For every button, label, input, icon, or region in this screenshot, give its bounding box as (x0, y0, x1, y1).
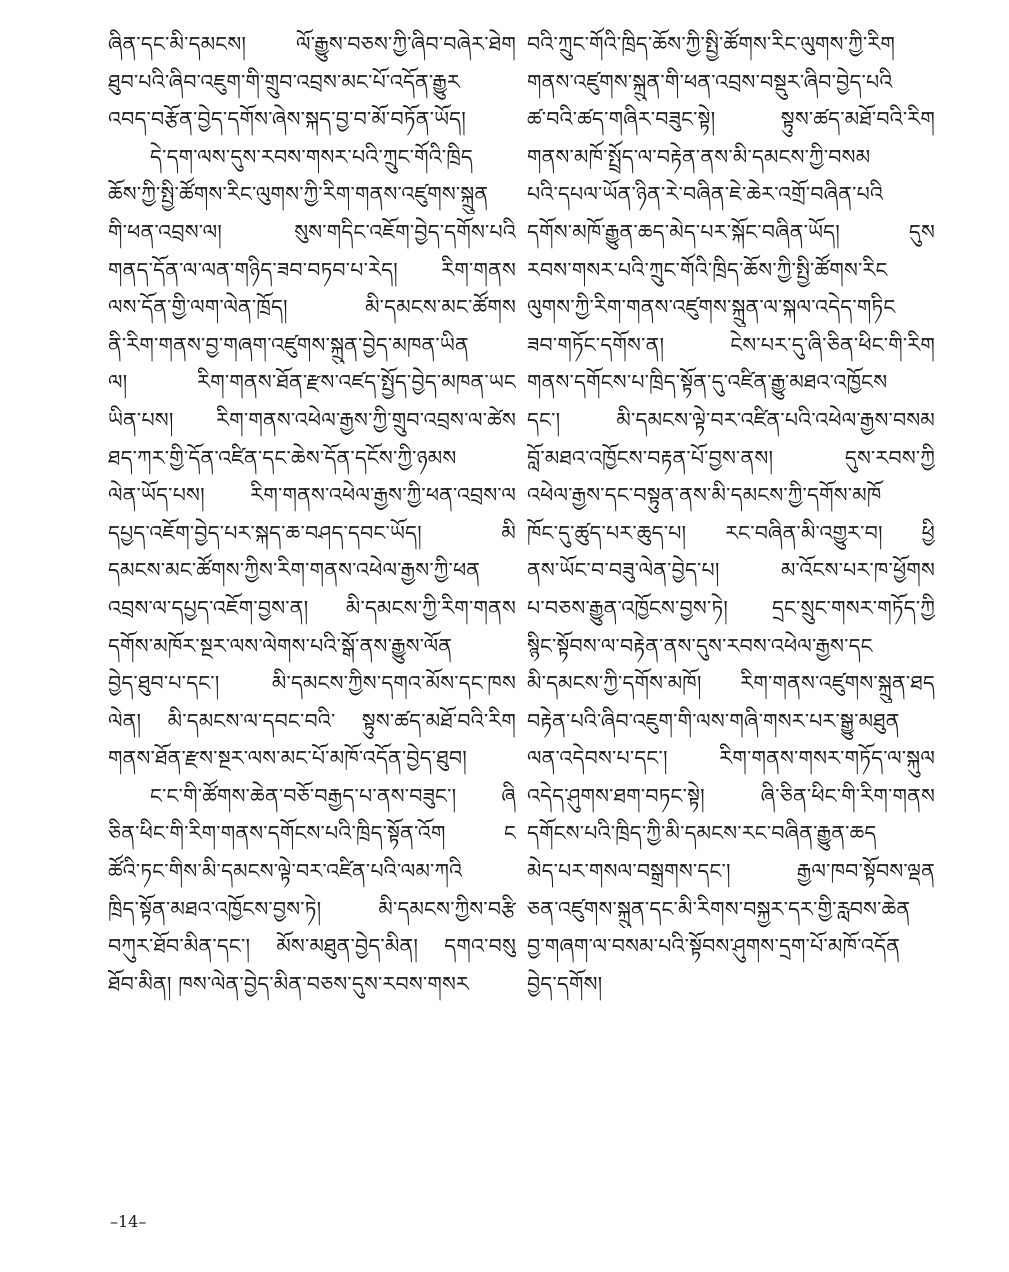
text-line: དགོངས་པའི་ཁྲིད་ཀྱི་མི་དམངས་རང་བཞིན་རྒྱུན་ཆད (527, 821, 877, 846)
text-line: དཔྱད་འཇོག་བྱེད་པར་སྐད་ཆ་བཤད་དབང་ཡོད། མི (108, 520, 516, 545)
text-line: བྱེད་ཐུབ་པ་དང་། མི་དམངས་ཀྱིས་དགའ་མོས་དང་ཁས (108, 671, 516, 696)
text-line: གནས་དགོངས་པ་ཁྲིད་སྟོན་དུ་འཛིན་རྒྱུ་མཐའ་འཁྱོངས (527, 370, 888, 395)
text-line: དགོས་མཁོར་སྔར་ལས་ལེགས་པའི་སྒོ་ནས་རྒྱུས་ལོན (108, 633, 453, 658)
text-line: མེད་པར་གསལ་བསྒྲགས་དང་། རྒྱལ་ཁབ་སྟོབས་ལྡན (527, 859, 935, 884)
text-line: གནད་དོན་ལ་ལན་གཉིད་ཟབ་བཏབ་པ་རེད། རིག་གནས (108, 257, 516, 282)
text-line: ཡིན་པས། རིག་གནས་འཕེལ་རྒྱས་ཀྱི་གྲུབ་འབྲས་ལ་ཚེས (108, 407, 516, 432)
text-line: རབས་གསར་པའི་ཀྲུང་གོའི་ཁྲིད་ཆོས་ཀྱི་སྤྱི་ཚོགས་རིང (527, 257, 888, 282)
text-line: བྱ་གཞག་ལ་བསམ་པའི་སྟོབས་ཤུགས་དྲག་པོ་མཁོ་འདོན (527, 934, 901, 959)
text-line: ཅན་འཛུགས་སྐྲུན་དང་མི་རིགས་བསྐྱར་དར་གྱི་རླབས་ཆེན (527, 896, 911, 921)
text-line: ནས་ཡོང་བ་བཟུ་ལེན་བྱེད་པ། མ་འོངས་པར་ཁ་ཕྱོགས (527, 558, 935, 583)
text-line: ཞིན་དང་མི་དམངས། ལོ་རྒྱུས་བཅས་ཀྱི་ཞིབ་བཞེར་ཐེག (108, 32, 516, 56)
text-line: ཐད་ཀར་གྱི་དོན་འཛིན་དང་ཆེས་དོན་དངོས་ཀྱི་ཉམས (108, 445, 457, 470)
text-line: པ་བཅས་རྒྱུན་འཁྱོངས་བྱས་ཏེ། དྲང་སྲུང་གསར་གཏོད་ཀྱི (527, 595, 935, 620)
text-line: འདེད་ཤུགས་ཐག་བཏང་སྟེ། ཞི་ཅིན་ཕིང་གི་རིག་གནས (527, 783, 935, 808)
right-text-column (527, 26, 935, 1003)
text-line: དམངས་མང་ཚོགས་ཀྱིས་རིག་གནས་འཕེལ་རྒྱས་ཀྱི་ཕན (108, 558, 481, 583)
text-line: བྱེད་དགོས། (527, 971, 603, 996)
text-line: ནི་རིག་གནས་བྱ་གཞག་འཛུགས་སྐྲུན་བྱེད་མཁན་ཡིན (108, 332, 469, 357)
left-text-column (108, 26, 516, 1003)
text-line: ལེན། མི་དམངས་ལ་དབང་བའི་ སྟུས་ཚད་མཐོ་བའི་རིག (108, 708, 516, 733)
text-line: ཁྲིད་སྟོན་མཐའ་འཁྱོངས་བྱས་ཏེ། མི་དམངས་ཀྱིས་བརྩི (108, 896, 516, 921)
text-line: ཁོང་དུ་ཚུད་པར་ཆུད་པ། རང་བཞིན་མི་འགྱུར་བ། ཕྱི (527, 520, 935, 545)
text-line: བའི་ཀྲུང་གོའི་ཁྲིད་ཆོས་ཀྱི་སྤྱི་ཚོགས་རིང་ལུགས་ཀྱི་རིག (527, 32, 895, 56)
text-line: ལེན་ཡོད་པས། རིག་གནས་འཕེལ་རྒྱས་ཀྱི་ཕན་འབྲས་ལ (108, 483, 516, 508)
text-line: ཅིན་ཕིང་གི་རིག་གནས་དགོངས་པའི་ཁྲིད་སྟོན་འོག ང (108, 821, 516, 846)
text-line: གི་ཕན་འབྲས་ལ། སུས་གདིང་འཇོག་བྱེད་དགོས་པའི (108, 219, 516, 244)
text-line: གནས་འཛུགས་སྐྲུན་གི་ཕན་འབྲས་བསྡུར་ཞིབ་བྱེད་པའི (527, 69, 893, 94)
text-line: ཐོབ་མིན། ཁས་ལེན་བྱེད་མིན་བཅས་དུས་རབས་གསར (108, 971, 470, 996)
text-line: ལས་དོན་གྱི་ལག་ལེན་ཁྲོད། མི་དམངས་མང་ཚོགས (108, 295, 516, 320)
text-line: འབྲས་ལ་དཔྱད་འཇོག་བྱས་ན། མི་དམངས་ཀྱི་རིག་གནས (108, 595, 516, 620)
text-line: ལན་འདེབས་པ་དང་། རིག་གནས་གསར་གཏོད་ལ་སྐུལ (527, 746, 935, 771)
text-line: བརྟེན་པའི་ཞིབ་འཇུག་གི་ལས་གཞི་གསར་པར་སྒྱུ་མཐུན (527, 708, 900, 733)
text-line: ཆོས་ཀྱི་སྤྱི་ཚོགས་རིང་ལུགས་ཀྱི་རིག་གནས་འཛུགས་སྐྲུན (108, 182, 489, 207)
text-line: དགོས་མཁོ་རྒྱུན་ཆད་མེད་པར་སྐོང་བཞིན་ཡོད། དུས (527, 219, 935, 244)
text-line: བློ་མཐའ་འཁྱོངས་བརྟན་པོ་བྱས་ནས། དུས་རབས་ཀྱི (527, 445, 935, 470)
text-line: འབད་བརྩོན་བྱེད་དགོས་ཞེས་སྐད་བྱ་བ་མོ་བཏོན་ཡོད། (108, 107, 466, 132)
text-line: ལ། རིག་གནས་ཐོན་རྫས་འཛད་སྤྱོད་བྱེད་མཁན་ཡང (108, 370, 516, 395)
text-line: ཟབ་གཏོང་དགོས་ན། ངེས་པར་དུ་ཞི་ཅིན་ཕིང་གི་རིག (527, 332, 935, 357)
text-line: མི་དམངས་ཀྱི་དགོས་མཁོ། རིག་གནས་འཛུགས་སྐྲུན་ཐད (527, 671, 935, 696)
text-line: གནས་ཐོན་རྫས་སྔར་ལས་མང་པོ་མཁོ་འདོན་བྱེད་ཐུབ། (108, 746, 467, 771)
text-line: བཀུར་ཐོབ་མིན་དང་། མོས་མཐུན་བྱེད་མིན། དགའ་བསུ (108, 934, 516, 959)
text-line: སྙིང་སྟོབས་ལ་བརྟེན་ནས་དུས་རབས་འཕེལ་རྒྱས་དང (527, 633, 873, 658)
text-line: པའི་དཔལ་ཡོན་ཉིན་རེ་བཞིན་ཇེ་ཆེར་འགྲོ་བཞིན་པའི (527, 182, 884, 207)
text-line: དང་། མི་དམངས་ལྟེ་བར་འཛིན་པའི་འཕེལ་རྒྱས་བསམ (527, 407, 935, 432)
text-line: དེ་དག་ལས་དུས་རབས་གསར་པའི་ཀྲུང་གོའི་ཁྲིད (150, 144, 473, 169)
text-line: འཕེལ་རྒྱས་དང་བསྟུན་ནས་མི་དམངས་ཀྱི་དགོས་མཁོ (527, 483, 882, 508)
text-line: གནས་མཁོ་སྤྲོད་ལ་བརྟེན་ནས་མི་དམངས་ཀྱི་བསམ (527, 144, 871, 169)
text-line: ཚོའི་ཏང་གིས་མི་དམངས་ལྟེ་བར་འཛིན་པའི་ལམ་ཀའི (108, 859, 463, 884)
text-line: ང་ང་གི་ཚོགས་ཆེན་བཅོ་བརྒྱད་པ་ནས་བཟུང་། ཞི (150, 783, 516, 808)
text-line: ཐུབ་པའི་ཞིབ་འཇུག་གི་གྲུབ་འབྲས་མང་པོ་འདོན་རྒྱུར (108, 69, 461, 94)
text-line: ལུགས་ཀྱི་རིག་གནས་འཛུགས་སྐྲུན་ལ་སྐལ་འདེད་གཏིང (527, 295, 896, 320)
page-number: –14– (110, 1212, 147, 1231)
text-line: ཚ་བའི་ཚད་གཞིར་བཟུང་སྟེ། སྟུས་ཚད་མཐོ་བའི་རིག (527, 107, 935, 132)
